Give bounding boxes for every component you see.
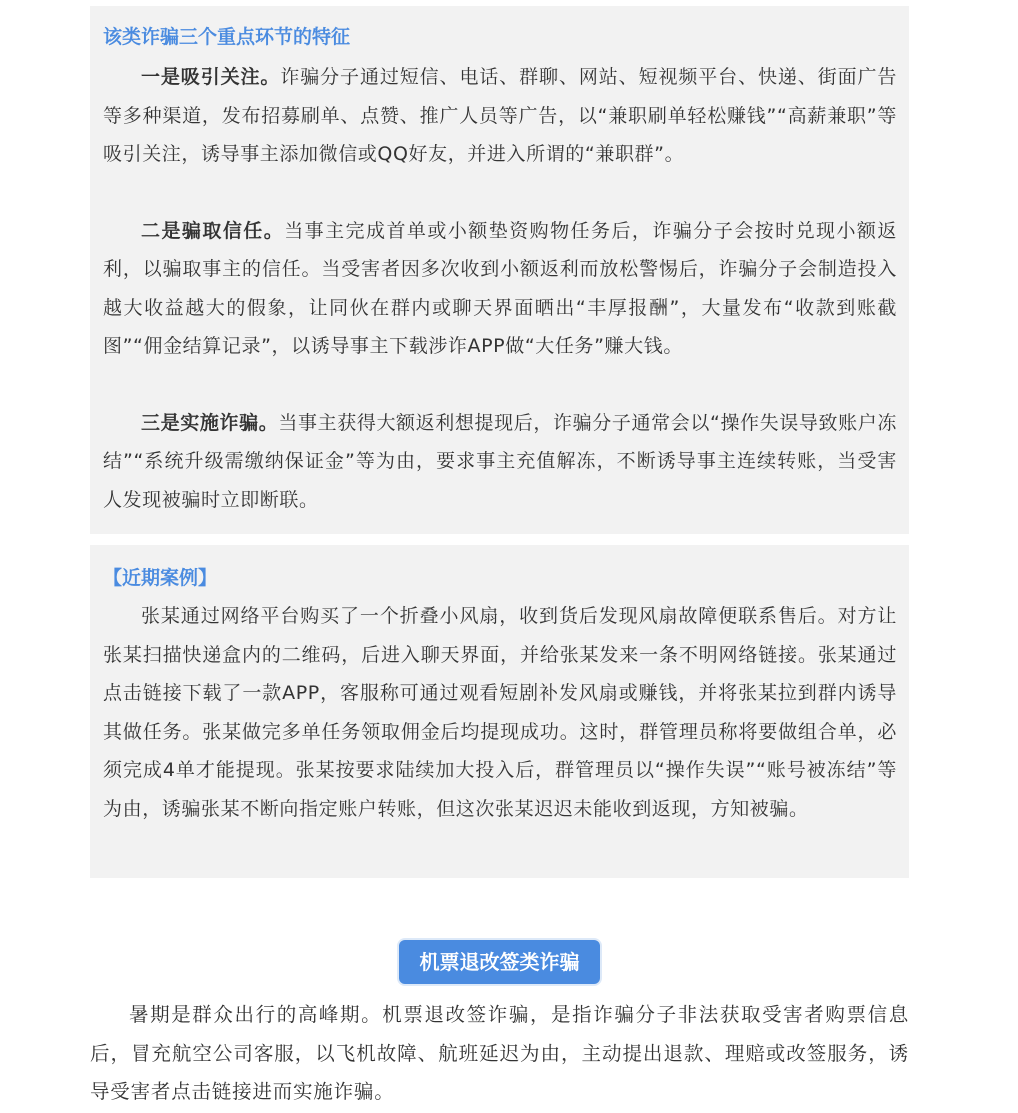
- features-panel: [90, 6, 909, 534]
- feature-paragraph-2: [103, 212, 897, 366]
- feature-lead-2: 二是骗取信任。: [141, 219, 285, 242]
- feature-text-3: 当事主获得大额返利想提现后，诈骗分子通常会以“操作失误导致账户冻结”“系统升级需缴纳保证金”等为由，要求事主充值解冻，不断诱导事主连续转账，当受害人发现被骗时立即断联。: [103, 411, 898, 511]
- feature-paragraph-3: [103, 404, 897, 520]
- feature-lead-1: 一是吸引关注。: [141, 66, 281, 88]
- features-heading: 该类诈骗三个重点环节的特征: [103, 26, 351, 48]
- case-paragraph: 张某通过网络平台购买了一个折叠小风扇，收到货后发现风扇故障便联系售后。对方让张某扫描快递盒内的二维码，后进入聊天界面，并给张某发来一条不明网络链接。张某通过点击链接下载了一款APP，客服称可通过观看短剧补发风扇或赚钱，并将张某拉到群内诱导其做任务。张某做完多单任务领取佣金后均提现成功。这时，群管理员称将要做组合单，必须完成4单才能提现。张某按要求陆续加大投入后，群管理员以“操作失误”“账号被冻结”等为由，诱骗张某不断向指定账户转账，但这次张某迟迟未能收到返现，方知被骗。: [103, 605, 897, 820]
- airline-scam-paragraph: 暑期是群众出行的高峰期。机票退改签诈骗，是指诈骗分子非法获取受害者购票信息后，冒充航空公司客服，以飞机故障、航班延迟为由，主动提出退款、理赔或改签服务，诱导受害者点击链接进而实施诈骗。: [90, 1003, 909, 1103]
- feature-lead-3: 三是实施诈骗。: [141, 411, 279, 434]
- case-panel: [90, 545, 909, 878]
- feature-paragraph-1: [103, 58, 897, 174]
- section-badge: 机票退改签类诈骗: [399, 940, 600, 984]
- feature-text-2: 当事主完成首单或小额垫资购物任务后，诈骗分子会按时兑现小额返利，以骗取事主的信任。当受害者因多次收到小额返利而放松警惕后，诈骗分子会制造投入越大收益越大的假象，让同伙在群内或聊天界面晒出“丰厚报酬”，大量发布“收款到账截图”“佣金结算记录”，以诱导事主下载涉诈APP做“大任务”赚大钱。: [103, 219, 897, 357]
- case-title: 【近期案例】: [103, 567, 218, 589]
- feature-text-1: 诈骗分子通过短信、电话、群聊、网站、短视频平台、快递、街面广告等多种渠道，发布招募刷单、点赞、推广人员等广告，以“兼职刷单轻松赚钱”“高薪兼职”等吸引关注，诱导事主添加微信或QQ好友，并进入所谓的“兼职群”。: [103, 66, 898, 165]
